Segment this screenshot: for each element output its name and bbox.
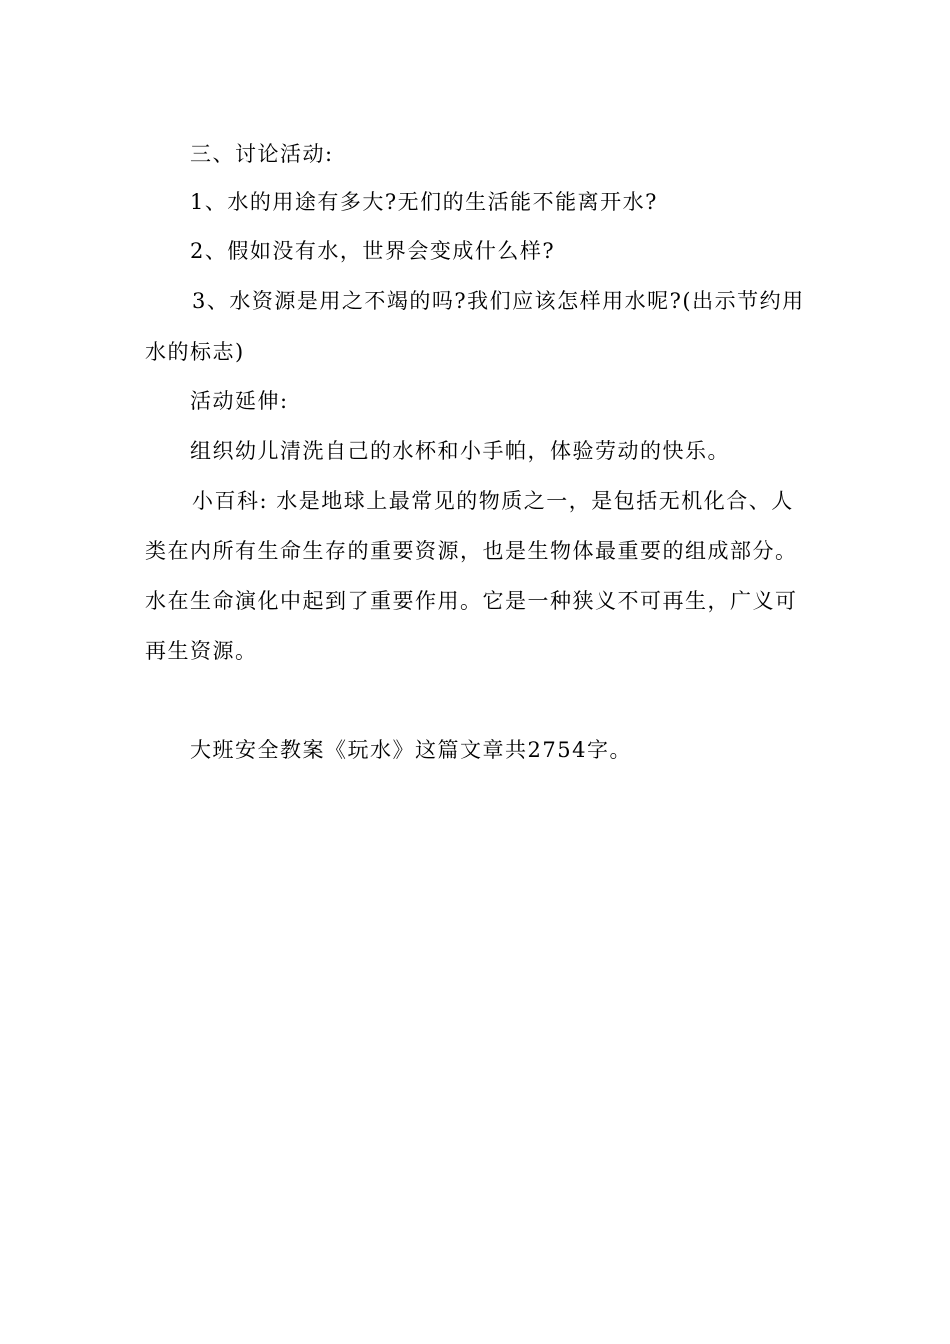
section-heading: 三、讨论活动: [190, 142, 334, 166]
question-3-continuation: 水的标志) [145, 340, 245, 364]
question-1: 1、水的用途有多大?无们的生活能不能离开水? [190, 190, 658, 214]
question-2: 2、假如没有水，世界会变成什么样? [190, 239, 556, 263]
encyclopedia-line-3: 水在生命演化中起到了重要作用。它是一种狭义不可再生，广义可 [145, 589, 798, 613]
footer-note: 大班安全教案《玩水》这篇文章共2754字。 [190, 738, 632, 762]
question-3: 3、水资源是用之不竭的吗?我们应该怎样用水呢?(出示节约用 [192, 289, 805, 313]
extension-heading: 活动延伸: [190, 389, 289, 413]
encyclopedia-line-1: 小百科: 水是地球上最常见的物质之一，是包括无机化合、人 [192, 489, 794, 513]
encyclopedia-line-4: 再生资源。 [145, 639, 258, 663]
extension-text: 组织幼儿清洗自己的水杯和小手帕，体验劳动的快乐。 [190, 439, 730, 463]
encyclopedia-line-2: 类在内所有生命生存的重要资源，也是生物体最重要的组成部分。 [145, 539, 798, 563]
